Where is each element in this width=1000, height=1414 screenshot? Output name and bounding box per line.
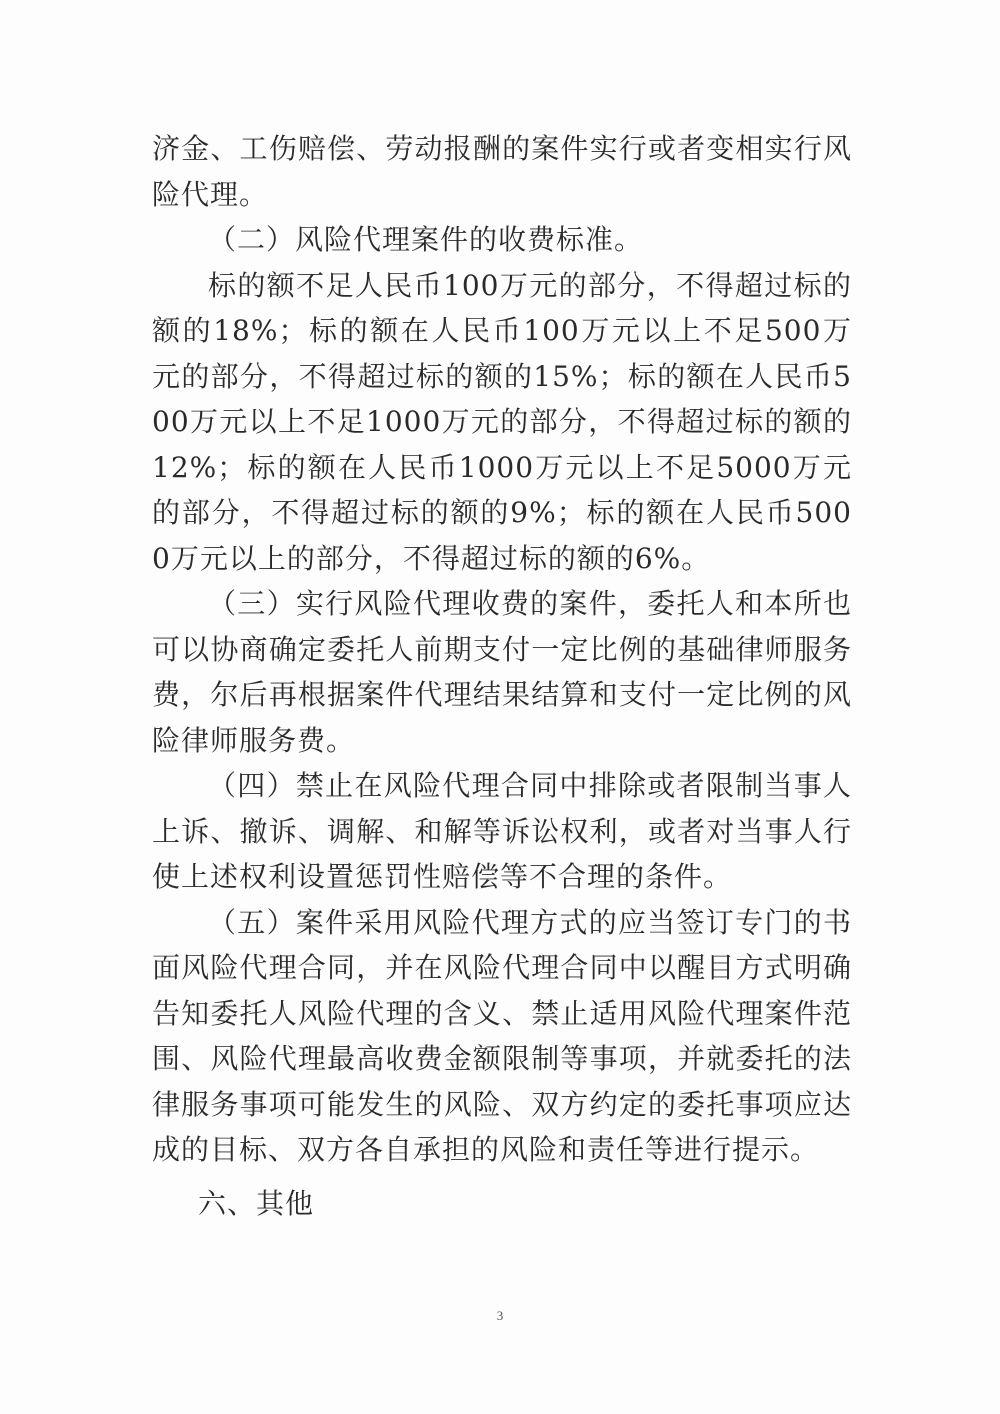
paragraph-item-2-title: （二）风险代理案件的收费标准。 [208,223,644,256]
paragraph-item-3: （三）实行风险代理收费的案件，委托人和本所也可以协商确定委托人前期支付一定比例的基础律师服务费，尔后再根据案件代理结果结算和支付一定比例的风险律师服务费。 [152,587,852,757]
paragraph-fee-standard: 标的额不足人民币100万元的部分，不得超过标的额的18%；标的额在人民币100万元以上不足500万元的部分，不得超过标的额的15%；标的额在人民币500万元以上不足1000万元的部分，不得超过标的额的12%；标的额在人民币1000万元以上不足5000万元的部分，不得超过标的额的9%；标的额在人民币5000万元以上的部分，不得超过标的额的6%。 [152,268,852,575]
section-heading: 六、其他 [198,1186,315,1220]
paragraph-item-4: （四）禁止在风险代理合同中排除或者限制当事人上诉、撤诉、调解、和解等诉讼权利，或者对当事人行使上述权利设置惩罚性赔偿等不合理的条件。 [152,769,852,893]
document-body [152,126,852,1226]
paragraph-item-5: （五）案件采用风险代理方式的应当签订专门的书面风险代理合同，并在风险代理合同中以醒目方式明确告知委托人风险代理的含义、禁止适用风险代理案件范围、风险代理最高收费金额限制等事项，并就委托的法律服务事项可能发生的风险、双方约定的委托事项应达成的目标、双方各自承担的风险和责任等进行提示。 [152,905,852,1166]
paragraph-continuation: 济金、工伤赔偿、劳动报酬的案件实行或者变相实行风险代理。 [152,132,852,211]
page-number: 3 [496,1308,504,1323]
